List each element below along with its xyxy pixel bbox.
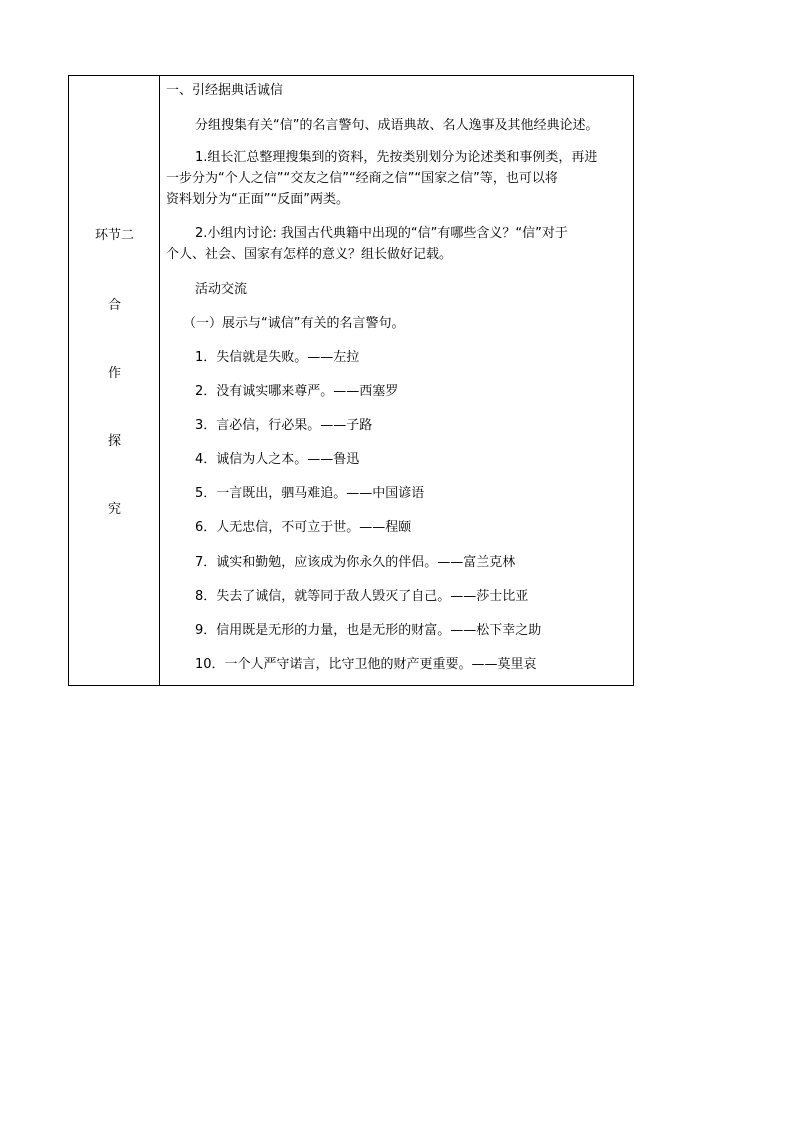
paragraph-discuss-line: 2.小组内讨论: 我国古代典籍中出现的“信”有哪些含义？“信”对于 xyxy=(195,226,568,241)
quote-item: 6．人无忠信，不可立于世。——程颐 xyxy=(195,520,412,535)
quotes-subheading: （一）展示与“诚信”有关的名言警句。 xyxy=(183,316,405,331)
quote-item: 10．一个人严守诺言，比守卫他的财产更重要。——莫里哀 xyxy=(195,657,537,672)
quote-item: 7．诚实和勤勉，应该成为你永久的伴侣。——富兰克林 xyxy=(195,555,516,570)
activity-label: 活动交流 xyxy=(195,282,248,297)
content-cell xyxy=(160,76,633,685)
quote-item: 1．失信就是失败。——左拉 xyxy=(195,350,360,365)
section-label-char: 合 xyxy=(107,298,121,313)
section-label-char: 作 xyxy=(107,366,121,381)
section-label-char: 探 xyxy=(107,434,121,449)
paragraph-discuss-line: 个人、社会、国家有怎样的意义？组长做好记载。 xyxy=(166,247,453,262)
paragraph-collect: 分组搜集有关“信”的名言警句、成语典故、名人逸事及其他经典论述。 xyxy=(195,118,599,133)
quote-item: 2．没有诚实哪来尊严。——西塞罗 xyxy=(195,384,399,399)
section-label-char: 究 xyxy=(107,502,121,517)
quote-item: 9．信用既是无形的力量，也是无形的财富。——松下幸之助 xyxy=(195,623,542,638)
section-label-title: 环节二 xyxy=(94,228,134,243)
section-heading: 一、引经据典话诚信 xyxy=(166,83,284,98)
section-label-cell xyxy=(69,76,160,685)
paragraph-organize-line: 一步分为“个人之信”“交友之信”“经商之信”“国家之信”等，也可以将 xyxy=(166,171,558,186)
quote-item: 4．诚信为人之本。——鲁迅 xyxy=(195,452,360,467)
paragraph-organize-line: 1.组长汇总整理搜集到的资料，先按类别划分为论述类和事例类，再进 xyxy=(195,150,598,165)
quote-item: 8．失去了诚信，就等同于敌人毁灭了自己。——莎士比亚 xyxy=(195,589,529,604)
quote-item: 3．言必信，行必果。——子路 xyxy=(195,418,373,433)
paragraph-organize-line: 资料划分为“正面”“反面”两类。 xyxy=(166,192,349,207)
quote-item: 5．一言既出，驷马难追。——中国谚语 xyxy=(195,486,425,501)
lesson-table xyxy=(68,75,634,686)
